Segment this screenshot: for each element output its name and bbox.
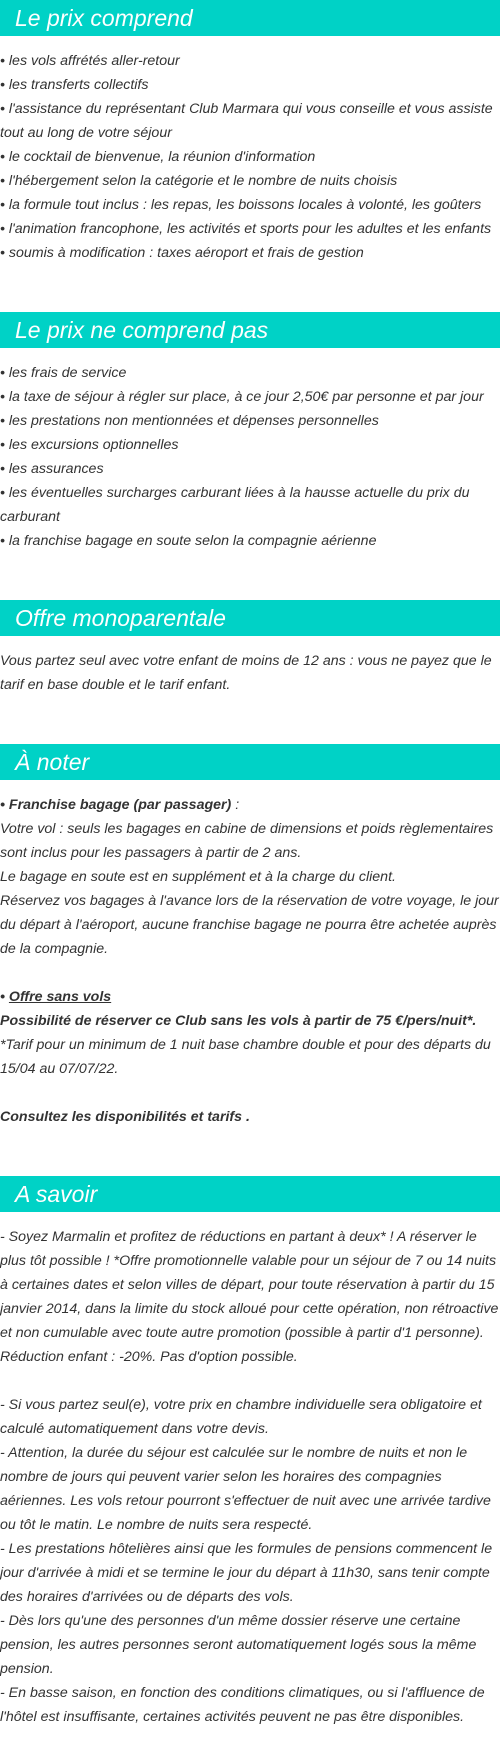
franchise-bagage-heading	[0, 793, 500, 817]
a-savoir-line: - Les prestations hôtelières ainsi que les formules de pensions commencent le jour d'arrivée à midi et se termine le jour du départ à 11h30, sans tenir compte des horaires d'arrivées ou de départs des vols.	[0, 1541, 493, 1605]
list-item: • les excursions optionnelles	[0, 437, 179, 453]
list-item: • soumis à modification : taxes aéroport et frais de gestion	[0, 245, 364, 261]
prix-ne-comprend-pas-list	[0, 361, 500, 553]
list-item: • la franchise bagage en soute selon la compagnie aérienne	[0, 533, 377, 549]
spacer	[0, 1081, 500, 1105]
list-item: • l'assistance du représentant Club Marmara qui vous conseille et vous assiste tout au long de votre séjour	[0, 101, 493, 141]
list-item: • les assurances	[0, 461, 104, 477]
offre-sans-vols-title: Offre sans vols	[8, 989, 112, 1005]
franchise-line: Votre vol : seuls les bagages en cabine de dimensions et poids règlementaires sont inclus pour les passagers à partir de 2 ans.	[0, 821, 494, 861]
list-item: • les éventuelles surcharges carburant liées à la hausse actuelle du prix du carburant	[0, 485, 470, 525]
list-item: • l'animation francophone, les activités et sports pour les adultes et les enfants	[0, 221, 492, 237]
a-noter-body	[0, 793, 500, 1129]
offre-sans-vols-note: *Tarif pour un minimum de 1 nuit base chambre double et pour des départs du 15/04 au 07/07/22.	[0, 1037, 491, 1077]
offre-monoparentale-text: Vous partez seul avec votre enfant de moins de 12 ans : vous ne payez que le tarif en base double et le tarif enfant.	[0, 653, 492, 693]
spacer	[0, 961, 500, 985]
franchise-line: Le bagage en soute est en supplément et à la charge du client.	[0, 869, 396, 885]
section-title-prix-ne-comprend-pas: Le prix ne comprend pas	[0, 312, 500, 348]
consultez-link[interactable]: Consultez les disponibilités et tarifs .	[0, 1109, 250, 1125]
franchise-bagage-title: • Franchise bagage (par passager)	[0, 797, 232, 813]
offre-sans-vols-heading	[0, 985, 500, 1009]
prix-comprend-list	[0, 49, 500, 265]
list-item: • les transferts collectifs	[0, 77, 149, 93]
a-savoir-line: - Attention, la durée du séjour est calculée sur le nombre de nuits et non le nombre de jours qui peuvent varier selon les horaires des compagnies aériennes. Les vols retour pourront s'effectuer de nuit avec une arrivée tardive ou tôt le matin. Le nombre de nuits sera respecté.	[0, 1445, 491, 1533]
a-savoir-line: - En basse saison, en fonction des conditions climatiques, ou si l'affluence de l'hôtel est insuffisante, certaines activités peuvent ne pas être disponibles.	[0, 1685, 485, 1725]
list-item: • les vols affrétés aller-retour	[0, 53, 180, 69]
section-title-a-savoir: A savoir	[0, 1176, 500, 1212]
section-title-offre-monoparentale: Offre monoparentale	[0, 600, 500, 636]
list-item: • l'hébergement selon la catégorie et le nombre de nuits choisis	[0, 173, 398, 189]
a-savoir-line: - Dès lors qu'une des personnes d'un même dossier réserve une certaine pension, les autres personnes seront automatiquement logés sous la même pension.	[0, 1613, 477, 1677]
a-savoir-body	[0, 1225, 500, 1729]
franchise-bagage-colon: :	[231, 797, 240, 813]
section-title-prix-comprend: Le prix comprend	[0, 0, 500, 36]
franchise-line: Réservez vos bagages à l'avance lors de la réservation de votre voyage, le jour du départ à l'aéroport, aucune franchise bagage ne pourra être achetée auprès de la compagnie.	[0, 893, 499, 957]
a-savoir-line: - Si vous partez seul(e), votre prix en chambre individuelle sera obligatoire et calculé automatiquement dans votre devis.	[0, 1397, 482, 1437]
list-item: • le cocktail de bienvenue, la réunion d'information	[0, 149, 316, 165]
list-item: • les prestations non mentionnées et dépenses personnelles	[0, 413, 379, 429]
offre-sans-vols-bullet: •	[0, 989, 9, 1005]
list-item: • la taxe de séjour à régler sur place, à ce jour 2,50€ par personne et par jour	[0, 389, 484, 405]
offre-monoparentale-body	[0, 649, 500, 697]
list-item: • la formule tout inclus : les repas, les boissons locales à volonté, les goûters	[0, 197, 482, 213]
a-savoir-paragraph: - Soyez Marmalin et profitez de réductions en partant à deux* ! A réserver le plus tôt possible ! *Offre promotionnelle valable pour un séjour de 7 ou 14 nuits à certaines dates et selon villes de départ, pour toute réservation à partir du 15 janvier 2014, dans la limite du stock alloué pour cette opération, non rétroactive et non cumulable avec toute autre promotion (possible à partir d'1 personne). Réduction enfant : -20%. Pas d'option possible.	[0, 1229, 499, 1365]
offre-sans-vols-text: Possibilité de réserver ce Club sans les vols à partir de 75 €/pers/nuit*.	[0, 1013, 477, 1029]
spacer	[0, 1369, 500, 1393]
section-title-a-noter: À noter	[0, 744, 500, 780]
list-item: • les frais de service	[0, 365, 127, 381]
